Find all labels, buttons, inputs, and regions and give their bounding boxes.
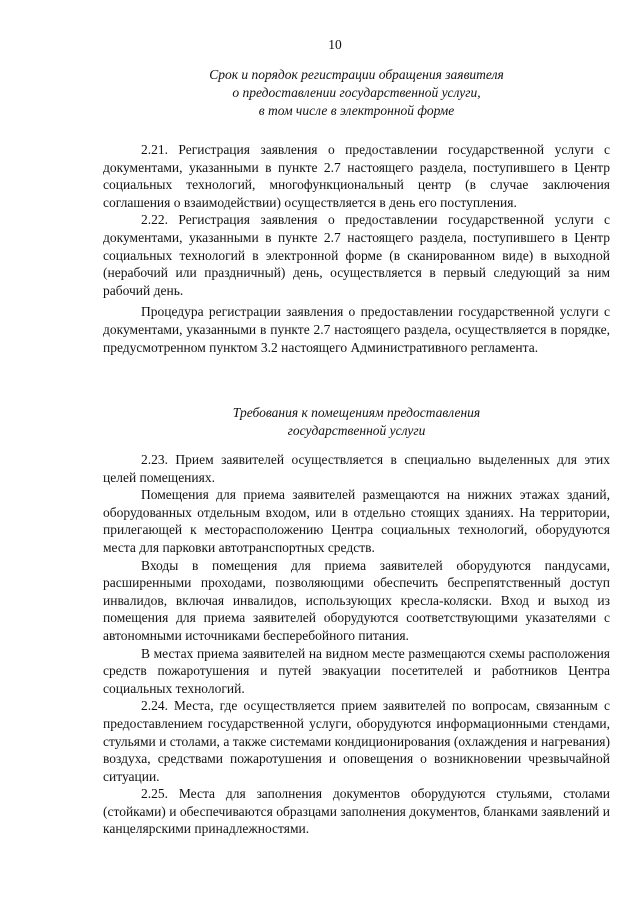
heading-line: в том числе в электронной форме — [258, 103, 455, 118]
heading-line: Срок и порядок регистрации обращения заявителя — [209, 67, 504, 82]
heading-line: Требования к помещениям предоставления — [232, 405, 481, 420]
section-heading-premises — [103, 404, 610, 440]
paragraph-2-23: 2.23. Прием заявителей осуществляется в специально выделенных для этих целей помещениях. — [103, 452, 610, 485]
paragraph-evacuation: В местах приема заявителей на видном месте размещаются схемы расположения средств пожаротушения и путей эвакуации посетителей и работников Центра социальных технологий. — [103, 645, 610, 696]
paragraph-entrances: Входы в помещения для приема заявителей оборудуются пандусами, расширенными проходами, позволяющими обеспечить беспрепятственный доступ инвалидов, включая инвалидов, использующих кресла-коляски. Вход и выход из помещения для приема заявителей оборудуются соответствующими указателями с автономными источниками бесперебойного питания. — [103, 557, 610, 643]
section-heading-registration — [103, 66, 610, 120]
section-body-premises — [103, 451, 610, 838]
section-body-registration — [103, 141, 610, 356]
paragraph-2-21: 2.21. Регистрация заявления о предоставлении государственной услуги с документами, указанными в пункте 2.7 настоящего раздела, поступившего в Центр социальных технологий, многофункциональный центр (в случае заключения соглашения о взаимодействии) осуществляется в день его поступления. — [103, 142, 610, 210]
page-number: 10 — [328, 37, 342, 52]
heading-line: государственной услуги — [287, 423, 426, 438]
paragraph-premises-location: Помещения для приема заявителей размещаются на нижних этажах зданий, оборудованных отдельным входом, или в отдельно стоящих зданиях. На территории, прилегающей к месторасположению Центра социальных технологий, оборудуются места для парковки автотранспортных средств. — [103, 487, 610, 555]
paragraph-2-24: 2.24. Места, где осуществляется прием заявителей по вопросам, связанным с предоставлением государственной услуги, оборудуются информационными стендами, стульями и столами, а также системами кондиционирования (охлаждения и нагревания) воздуха, средствами пожаротушения и оповещения о возникновении чрезвычайной ситуации. — [103, 698, 610, 784]
heading-line: о предоставлении государственной услуги, — [232, 85, 481, 100]
paragraph-procedure: Процедура регистрации заявления о предоставлении государственной услуги с документами, указанными в пункте 2.7 настоящего раздела, осуществляется в порядке, предусмотренном пунктом 3.2 настоящего Административного регламента. — [103, 304, 610, 355]
paragraph-2-22: 2.22. Регистрация заявления о предоставлении государственной услуги с документами, указанными в пункте 2.7 настоящего раздела, поступившего в Центр социальных технологий в электронной форме (в сканированном виде) в выходной (нерабочий или праздничный) день, осуществляется в первый следующий за ним рабочий день. — [103, 212, 610, 298]
paragraph-2-25: 2.25. Места для заполнения документов оборудуются стульями, столами (стойками) и обеспечиваются образцами заполнения документов, бланками заявлений и канцелярскими принадлежностями. — [103, 786, 610, 837]
